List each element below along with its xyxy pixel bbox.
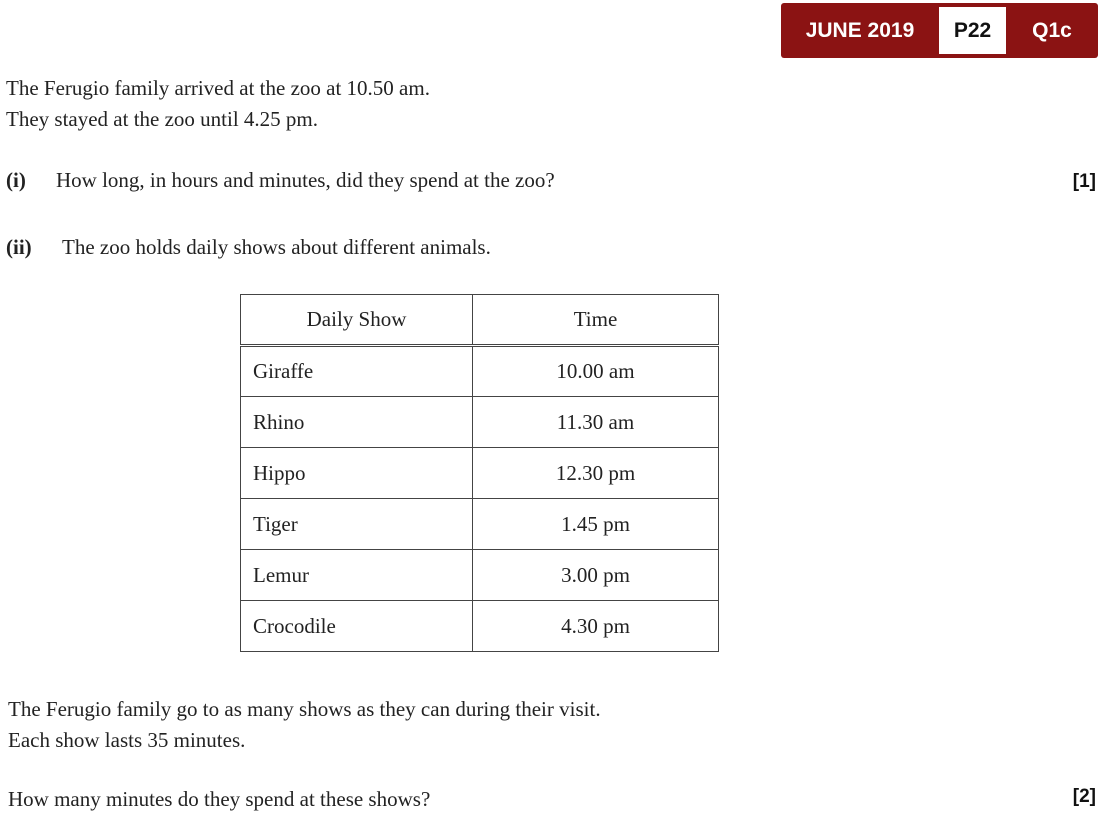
show-time-cell: 10.00 am: [473, 346, 719, 397]
part-ii-line: [6, 235, 491, 260]
show-name-cell: Crocodile: [241, 601, 473, 652]
show-name-cell: Lemur: [241, 550, 473, 601]
part-ii-marks: [2]: [1072, 786, 1096, 807]
table-row: [241, 550, 719, 601]
show-name-cell: Tiger: [241, 499, 473, 550]
show-time-cell: 11.30 am: [473, 397, 719, 448]
part-i-label: (i): [6, 168, 26, 192]
part-i-marks: [1]: [1072, 171, 1096, 192]
paper-code: P22: [939, 7, 1006, 54]
exam-reference-badge: [781, 3, 1098, 58]
part-i-line: [6, 168, 555, 193]
part-ii-question: How many minutes do they spend at these shows?: [8, 787, 431, 811]
show-time-cell: 3.00 pm: [473, 550, 719, 601]
show-name-cell: Hippo: [241, 448, 473, 499]
daily-show-table: [240, 294, 719, 652]
table-row: [241, 601, 719, 652]
part-i-question: How long, in hours and minutes, did they spend at the zoo?: [56, 168, 555, 192]
show-time-cell: 1.45 pm: [473, 499, 719, 550]
table-row: [241, 499, 719, 550]
table-row: [241, 346, 719, 397]
show-time-cell: 12.30 pm: [473, 448, 719, 499]
show-name-cell: Rhino: [241, 397, 473, 448]
show-time-cell: 4.30 pm: [473, 601, 719, 652]
column-header-daily-show: Daily Show: [241, 295, 473, 346]
question-number: Q1c: [1032, 19, 1072, 42]
table-row: [241, 397, 719, 448]
exam-date: JUNE 2019: [805, 19, 915, 42]
table-row: [241, 448, 719, 499]
intro-arrival-text: The Ferugio family arrived at the zoo at 10.50 am.: [6, 76, 430, 100]
table-header-row: [241, 295, 719, 346]
column-header-time: Time: [473, 295, 719, 346]
intro-departure-text: They stayed at the zoo until 4.25 pm.: [6, 107, 319, 131]
show-name-cell: Giraffe: [241, 346, 473, 397]
part-ii-statement: The zoo holds daily shows about different animals.: [62, 235, 491, 259]
show-duration-text: Each show lasts 35 minutes.: [8, 728, 246, 752]
part-ii-label: (ii): [6, 235, 32, 259]
shows-attendance-text: The Ferugio family go to as many shows as they can during their visit.: [8, 697, 601, 721]
